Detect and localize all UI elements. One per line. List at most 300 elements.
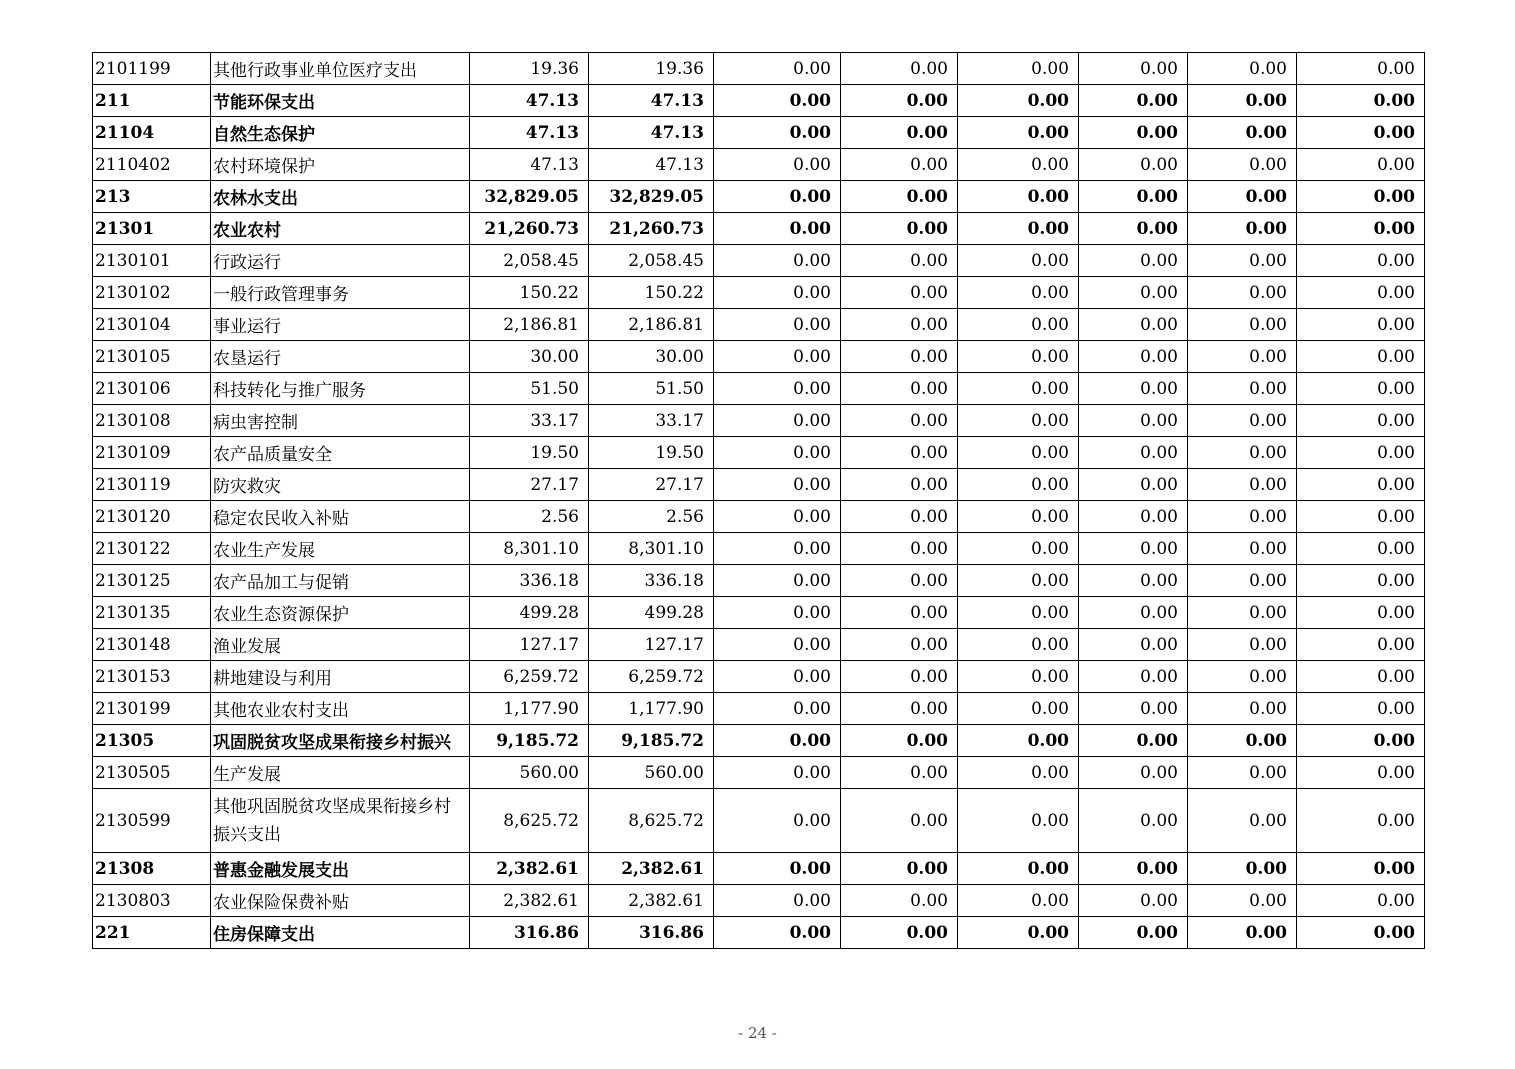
amount-cell: 0.00 bbox=[714, 373, 841, 405]
amount-cell: 8,301.10 bbox=[470, 533, 589, 565]
amount-cell: 0.00 bbox=[1297, 309, 1425, 341]
amount-cell: 47.13 bbox=[470, 85, 589, 117]
amount-cell: 0.00 bbox=[1297, 885, 1425, 917]
amount-cell: 0.00 bbox=[841, 725, 958, 757]
amount-cell: 27.17 bbox=[589, 469, 714, 501]
amount-cell: 0.00 bbox=[958, 789, 1079, 853]
amount-cell: 0.00 bbox=[841, 181, 958, 213]
amount-cell: 0.00 bbox=[1079, 373, 1188, 405]
amount-cell: 47.13 bbox=[470, 117, 589, 149]
subject-code-cell: 21104 bbox=[93, 117, 211, 149]
subject-name-cell: 普惠金融发展支出 bbox=[211, 853, 470, 885]
amount-cell: 0.00 bbox=[841, 213, 958, 245]
amount-cell: 0.00 bbox=[1079, 853, 1188, 885]
amount-cell: 0.00 bbox=[714, 629, 841, 661]
amount-cell: 0.00 bbox=[1188, 917, 1297, 949]
table-row bbox=[93, 693, 1425, 725]
amount-cell: 0.00 bbox=[1079, 181, 1188, 213]
amount-cell: 0.00 bbox=[1297, 725, 1425, 757]
amount-cell: 0.00 bbox=[958, 597, 1079, 629]
amount-cell: 0.00 bbox=[1297, 181, 1425, 213]
page-number: - 24 - bbox=[738, 1024, 777, 1042]
amount-cell: 19.50 bbox=[470, 437, 589, 469]
subject-name-cell: 其他农业农村支出 bbox=[211, 693, 470, 725]
amount-cell: 0.00 bbox=[1079, 661, 1188, 693]
amount-cell: 0.00 bbox=[1079, 629, 1188, 661]
amount-cell: 0.00 bbox=[1188, 533, 1297, 565]
subject-name-cell: 科技转化与推广服务 bbox=[211, 373, 470, 405]
amount-cell: 0.00 bbox=[958, 149, 1079, 181]
amount-cell: 30.00 bbox=[470, 341, 589, 373]
amount-cell: 150.22 bbox=[470, 277, 589, 309]
amount-cell: 6,259.72 bbox=[470, 661, 589, 693]
amount-cell: 0.00 bbox=[714, 85, 841, 117]
amount-cell: 0.00 bbox=[1297, 213, 1425, 245]
subject-name-cell: 生产发展 bbox=[211, 757, 470, 789]
amount-cell: 0.00 bbox=[714, 565, 841, 597]
amount-cell: 19.36 bbox=[589, 53, 714, 85]
subject-code-cell: 2130119 bbox=[93, 469, 211, 501]
amount-cell: 0.00 bbox=[1297, 757, 1425, 789]
subject-code-cell: 2130125 bbox=[93, 565, 211, 597]
subject-code-cell: 2130803 bbox=[93, 885, 211, 917]
subject-code-cell: 2130153 bbox=[93, 661, 211, 693]
amount-cell: 0.00 bbox=[1188, 277, 1297, 309]
table-row bbox=[93, 117, 1425, 149]
amount-cell: 0.00 bbox=[1079, 213, 1188, 245]
amount-cell: 8,625.72 bbox=[589, 789, 714, 853]
amount-cell: 150.22 bbox=[589, 277, 714, 309]
amount-cell: 2,186.81 bbox=[589, 309, 714, 341]
amount-cell: 0.00 bbox=[958, 277, 1079, 309]
amount-cell: 0.00 bbox=[841, 661, 958, 693]
amount-cell: 0.00 bbox=[1079, 597, 1188, 629]
amount-cell: 0.00 bbox=[1297, 85, 1425, 117]
amount-cell: 0.00 bbox=[714, 405, 841, 437]
amount-cell: 0.00 bbox=[1079, 277, 1188, 309]
amount-cell: 0.00 bbox=[958, 437, 1079, 469]
amount-cell: 0.00 bbox=[714, 245, 841, 277]
subject-code-cell: 2130122 bbox=[93, 533, 211, 565]
subject-name-cell: 农业农村 bbox=[211, 213, 470, 245]
amount-cell: 0.00 bbox=[1297, 245, 1425, 277]
amount-cell: 2.56 bbox=[589, 501, 714, 533]
amount-cell: 0.00 bbox=[1297, 117, 1425, 149]
amount-cell: 2,058.45 bbox=[470, 245, 589, 277]
subject-code-cell: 2130108 bbox=[93, 405, 211, 437]
amount-cell: 0.00 bbox=[841, 117, 958, 149]
amount-cell: 47.13 bbox=[589, 149, 714, 181]
amount-cell: 51.50 bbox=[589, 373, 714, 405]
amount-cell: 0.00 bbox=[1188, 501, 1297, 533]
amount-cell: 0.00 bbox=[1297, 373, 1425, 405]
amount-cell: 0.00 bbox=[714, 341, 841, 373]
amount-cell: 0.00 bbox=[1188, 693, 1297, 725]
amount-cell: 0.00 bbox=[958, 341, 1079, 373]
amount-cell: 0.00 bbox=[1188, 789, 1297, 853]
table-row bbox=[93, 437, 1425, 469]
amount-cell: 0.00 bbox=[958, 469, 1079, 501]
amount-cell: 9,185.72 bbox=[470, 725, 589, 757]
amount-cell: 0.00 bbox=[1079, 245, 1188, 277]
table-row bbox=[93, 213, 1425, 245]
amount-cell: 316.86 bbox=[589, 917, 714, 949]
table-row bbox=[93, 181, 1425, 213]
table-row bbox=[93, 149, 1425, 181]
amount-cell: 0.00 bbox=[1079, 693, 1188, 725]
amount-cell: 0.00 bbox=[1188, 181, 1297, 213]
subject-name-cell: 农业生态资源保护 bbox=[211, 597, 470, 629]
amount-cell: 0.00 bbox=[1079, 533, 1188, 565]
amount-cell: 0.00 bbox=[1297, 661, 1425, 693]
amount-cell: 21,260.73 bbox=[589, 213, 714, 245]
amount-cell: 0.00 bbox=[714, 725, 841, 757]
subject-name-cell: 农产品加工与促销 bbox=[211, 565, 470, 597]
amount-cell: 0.00 bbox=[958, 245, 1079, 277]
amount-cell: 0.00 bbox=[714, 789, 841, 853]
amount-cell: 0.00 bbox=[714, 469, 841, 501]
table-row bbox=[93, 757, 1425, 789]
amount-cell: 32,829.05 bbox=[589, 181, 714, 213]
amount-cell: 1,177.90 bbox=[470, 693, 589, 725]
amount-cell: 33.17 bbox=[470, 405, 589, 437]
amount-cell: 0.00 bbox=[841, 533, 958, 565]
amount-cell: 0.00 bbox=[1297, 533, 1425, 565]
amount-cell: 2.56 bbox=[470, 501, 589, 533]
subject-name-cell: 渔业发展 bbox=[211, 629, 470, 661]
amount-cell: 0.00 bbox=[714, 501, 841, 533]
subject-code-cell: 2110402 bbox=[93, 149, 211, 181]
amount-cell: 47.13 bbox=[589, 117, 714, 149]
subject-code-cell: 2130120 bbox=[93, 501, 211, 533]
amount-cell: 0.00 bbox=[958, 373, 1079, 405]
subject-code-cell: 21301 bbox=[93, 213, 211, 245]
amount-cell: 0.00 bbox=[958, 757, 1079, 789]
amount-cell: 0.00 bbox=[1188, 405, 1297, 437]
amount-cell: 0.00 bbox=[1297, 565, 1425, 597]
subject-name-cell: 农林水支出 bbox=[211, 181, 470, 213]
amount-cell: 0.00 bbox=[1188, 597, 1297, 629]
amount-cell: 0.00 bbox=[714, 53, 841, 85]
amount-cell: 51.50 bbox=[470, 373, 589, 405]
subject-name-cell: 防灾救灾 bbox=[211, 469, 470, 501]
amount-cell: 0.00 bbox=[841, 149, 958, 181]
amount-cell: 0.00 bbox=[958, 565, 1079, 597]
amount-cell: 2,382.61 bbox=[589, 885, 714, 917]
amount-cell: 0.00 bbox=[1297, 917, 1425, 949]
subject-name-cell: 耕地建设与利用 bbox=[211, 661, 470, 693]
amount-cell: 0.00 bbox=[1297, 501, 1425, 533]
subject-code-cell: 2130105 bbox=[93, 341, 211, 373]
amount-cell: 1,177.90 bbox=[589, 693, 714, 725]
amount-cell: 0.00 bbox=[958, 309, 1079, 341]
amount-cell: 9,185.72 bbox=[589, 725, 714, 757]
subject-name-cell: 农垦运行 bbox=[211, 341, 470, 373]
subject-code-cell: 211 bbox=[93, 85, 211, 117]
amount-cell: 0.00 bbox=[1188, 245, 1297, 277]
subject-code-cell: 221 bbox=[93, 917, 211, 949]
amount-cell: 0.00 bbox=[714, 277, 841, 309]
amount-cell: 0.00 bbox=[1297, 405, 1425, 437]
table-row bbox=[93, 245, 1425, 277]
subject-name-cell: 其他巩固脱贫攻坚成果衔接乡村振兴支出 bbox=[211, 789, 470, 853]
amount-cell: 336.18 bbox=[589, 565, 714, 597]
table-row bbox=[93, 917, 1425, 949]
table-row bbox=[93, 853, 1425, 885]
amount-cell: 0.00 bbox=[1297, 789, 1425, 853]
table-row bbox=[93, 533, 1425, 565]
amount-cell: 0.00 bbox=[1188, 149, 1297, 181]
subject-code-cell: 2130109 bbox=[93, 437, 211, 469]
amount-cell: 0.00 bbox=[958, 661, 1079, 693]
amount-cell: 0.00 bbox=[958, 181, 1079, 213]
table-row bbox=[93, 405, 1425, 437]
amount-cell: 0.00 bbox=[841, 85, 958, 117]
amount-cell: 0.00 bbox=[958, 693, 1079, 725]
amount-cell: 0.00 bbox=[841, 597, 958, 629]
amount-cell: 6,259.72 bbox=[589, 661, 714, 693]
amount-cell: 0.00 bbox=[714, 885, 841, 917]
amount-cell: 0.00 bbox=[714, 149, 841, 181]
amount-cell: 0.00 bbox=[1188, 629, 1297, 661]
subject-code-cell: 2130104 bbox=[93, 309, 211, 341]
amount-cell: 47.13 bbox=[470, 149, 589, 181]
table-row bbox=[93, 789, 1425, 853]
amount-cell: 32,829.05 bbox=[470, 181, 589, 213]
amount-cell: 0.00 bbox=[714, 757, 841, 789]
amount-cell: 0.00 bbox=[1297, 597, 1425, 629]
amount-cell: 0.00 bbox=[1188, 85, 1297, 117]
subject-code-cell: 21308 bbox=[93, 853, 211, 885]
table-row bbox=[93, 373, 1425, 405]
subject-name-cell: 病虫害控制 bbox=[211, 405, 470, 437]
amount-cell: 0.00 bbox=[1079, 725, 1188, 757]
subject-name-cell: 巩固脱贫攻坚成果衔接乡村振兴 bbox=[211, 725, 470, 757]
amount-cell: 2,058.45 bbox=[589, 245, 714, 277]
amount-cell: 0.00 bbox=[1188, 469, 1297, 501]
amount-cell: 0.00 bbox=[1188, 565, 1297, 597]
amount-cell: 2,186.81 bbox=[470, 309, 589, 341]
amount-cell: 27.17 bbox=[470, 469, 589, 501]
amount-cell: 0.00 bbox=[714, 693, 841, 725]
amount-cell: 0.00 bbox=[1079, 469, 1188, 501]
amount-cell: 0.00 bbox=[958, 533, 1079, 565]
amount-cell: 2,382.61 bbox=[589, 853, 714, 885]
amount-cell: 0.00 bbox=[841, 757, 958, 789]
amount-cell: 0.00 bbox=[1079, 757, 1188, 789]
amount-cell: 0.00 bbox=[958, 213, 1079, 245]
amount-cell: 30.00 bbox=[589, 341, 714, 373]
amount-cell: 0.00 bbox=[1188, 853, 1297, 885]
amount-cell: 0.00 bbox=[714, 597, 841, 629]
amount-cell: 0.00 bbox=[841, 437, 958, 469]
amount-cell: 0.00 bbox=[1079, 85, 1188, 117]
subject-code-cell: 2130599 bbox=[93, 789, 211, 853]
table-row bbox=[93, 661, 1425, 693]
amount-cell: 19.50 bbox=[589, 437, 714, 469]
subject-name-cell: 农村环境保护 bbox=[211, 149, 470, 181]
amount-cell: 33.17 bbox=[589, 405, 714, 437]
amount-cell: 0.00 bbox=[714, 117, 841, 149]
amount-cell: 0.00 bbox=[1297, 277, 1425, 309]
amount-cell: 0.00 bbox=[1297, 629, 1425, 661]
amount-cell: 0.00 bbox=[841, 789, 958, 853]
amount-cell: 0.00 bbox=[1079, 117, 1188, 149]
amount-cell: 0.00 bbox=[841, 565, 958, 597]
subject-code-cell: 213 bbox=[93, 181, 211, 213]
table-row bbox=[93, 725, 1425, 757]
amount-cell: 0.00 bbox=[1188, 309, 1297, 341]
amount-cell: 0.00 bbox=[714, 437, 841, 469]
subject-name-cell: 农业保险保费补贴 bbox=[211, 885, 470, 917]
budget-table bbox=[92, 52, 1425, 949]
amount-cell: 0.00 bbox=[841, 885, 958, 917]
amount-cell: 0.00 bbox=[1079, 341, 1188, 373]
amount-cell: 0.00 bbox=[1188, 53, 1297, 85]
subject-name-cell: 住房保障支出 bbox=[211, 917, 470, 949]
amount-cell: 0.00 bbox=[841, 405, 958, 437]
amount-cell: 0.00 bbox=[1297, 341, 1425, 373]
subject-code-cell: 2130101 bbox=[93, 245, 211, 277]
amount-cell: 2,382.61 bbox=[470, 885, 589, 917]
table-row bbox=[93, 469, 1425, 501]
amount-cell: 0.00 bbox=[1297, 149, 1425, 181]
subject-name-cell: 一般行政管理事务 bbox=[211, 277, 470, 309]
amount-cell: 0.00 bbox=[1188, 885, 1297, 917]
amount-cell: 0.00 bbox=[841, 53, 958, 85]
amount-cell: 0.00 bbox=[958, 53, 1079, 85]
amount-cell: 127.17 bbox=[470, 629, 589, 661]
amount-cell: 0.00 bbox=[958, 917, 1079, 949]
amount-cell: 0.00 bbox=[1297, 469, 1425, 501]
amount-cell: 0.00 bbox=[1079, 149, 1188, 181]
subject-code-cell: 2130135 bbox=[93, 597, 211, 629]
table-body bbox=[93, 53, 1425, 949]
amount-cell: 499.28 bbox=[589, 597, 714, 629]
amount-cell: 0.00 bbox=[1188, 213, 1297, 245]
amount-cell: 0.00 bbox=[1079, 789, 1188, 853]
amount-cell: 0.00 bbox=[958, 725, 1079, 757]
amount-cell: 0.00 bbox=[714, 533, 841, 565]
amount-cell: 0.00 bbox=[714, 213, 841, 245]
amount-cell: 0.00 bbox=[1079, 309, 1188, 341]
amount-cell: 0.00 bbox=[1188, 373, 1297, 405]
amount-cell: 560.00 bbox=[589, 757, 714, 789]
amount-cell: 0.00 bbox=[714, 309, 841, 341]
amount-cell: 0.00 bbox=[1297, 693, 1425, 725]
amount-cell: 316.86 bbox=[470, 917, 589, 949]
subject-name-cell: 稳定农民收入补贴 bbox=[211, 501, 470, 533]
amount-cell: 0.00 bbox=[958, 853, 1079, 885]
amount-cell: 0.00 bbox=[958, 85, 1079, 117]
amount-cell: 336.18 bbox=[470, 565, 589, 597]
amount-cell: 0.00 bbox=[841, 917, 958, 949]
amount-cell: 0.00 bbox=[1188, 341, 1297, 373]
amount-cell: 0.00 bbox=[714, 661, 841, 693]
subject-name-cell: 节能环保支出 bbox=[211, 85, 470, 117]
subject-name-cell: 农业生产发展 bbox=[211, 533, 470, 565]
amount-cell: 560.00 bbox=[470, 757, 589, 789]
amount-cell: 0.00 bbox=[958, 405, 1079, 437]
subject-code-cell: 21305 bbox=[93, 725, 211, 757]
amount-cell: 0.00 bbox=[1079, 437, 1188, 469]
table-row bbox=[93, 309, 1425, 341]
subject-code-cell: 2130102 bbox=[93, 277, 211, 309]
amount-cell: 0.00 bbox=[1188, 437, 1297, 469]
amount-cell: 0.00 bbox=[958, 885, 1079, 917]
table-row bbox=[93, 885, 1425, 917]
table-row bbox=[93, 277, 1425, 309]
amount-cell: 0.00 bbox=[1079, 53, 1188, 85]
table-row bbox=[93, 629, 1425, 661]
amount-cell: 0.00 bbox=[714, 853, 841, 885]
amount-cell: 0.00 bbox=[714, 181, 841, 213]
amount-cell: 0.00 bbox=[841, 277, 958, 309]
amount-cell: 0.00 bbox=[841, 853, 958, 885]
table-row bbox=[93, 85, 1425, 117]
amount-cell: 0.00 bbox=[958, 501, 1079, 533]
amount-cell: 0.00 bbox=[1079, 405, 1188, 437]
amount-cell: 8,625.72 bbox=[470, 789, 589, 853]
amount-cell: 0.00 bbox=[1188, 117, 1297, 149]
table-row bbox=[93, 501, 1425, 533]
amount-cell: 0.00 bbox=[841, 501, 958, 533]
table-row bbox=[93, 597, 1425, 629]
amount-cell: 0.00 bbox=[841, 309, 958, 341]
amount-cell: 0.00 bbox=[1188, 757, 1297, 789]
amount-cell: 2,382.61 bbox=[470, 853, 589, 885]
table-row bbox=[93, 565, 1425, 597]
amount-cell: 47.13 bbox=[589, 85, 714, 117]
amount-cell: 499.28 bbox=[470, 597, 589, 629]
subject-code-cell: 2130199 bbox=[93, 693, 211, 725]
subject-code-cell: 2130148 bbox=[93, 629, 211, 661]
table-row bbox=[93, 341, 1425, 373]
amount-cell: 0.00 bbox=[841, 373, 958, 405]
subject-name-cell: 其他行政事业单位医疗支出 bbox=[211, 53, 470, 85]
amount-cell: 0.00 bbox=[841, 245, 958, 277]
amount-cell: 0.00 bbox=[1297, 437, 1425, 469]
amount-cell: 0.00 bbox=[1188, 725, 1297, 757]
amount-cell: 0.00 bbox=[1079, 501, 1188, 533]
amount-cell: 0.00 bbox=[1079, 917, 1188, 949]
subject-name-cell: 自然生态保护 bbox=[211, 117, 470, 149]
amount-cell: 0.00 bbox=[1188, 661, 1297, 693]
amount-cell: 19.36 bbox=[470, 53, 589, 85]
amount-cell: 0.00 bbox=[958, 117, 1079, 149]
subject-name-cell: 农产品质量安全 bbox=[211, 437, 470, 469]
amount-cell: 0.00 bbox=[1079, 565, 1188, 597]
amount-cell: 0.00 bbox=[841, 341, 958, 373]
subject-code-cell: 2130505 bbox=[93, 757, 211, 789]
amount-cell: 0.00 bbox=[1297, 53, 1425, 85]
amount-cell: 21,260.73 bbox=[470, 213, 589, 245]
table-row bbox=[93, 53, 1425, 85]
amount-cell: 0.00 bbox=[958, 629, 1079, 661]
amount-cell: 127.17 bbox=[589, 629, 714, 661]
subject-code-cell: 2130106 bbox=[93, 373, 211, 405]
subject-name-cell: 行政运行 bbox=[211, 245, 470, 277]
amount-cell: 0.00 bbox=[841, 693, 958, 725]
amount-cell: 0.00 bbox=[1079, 885, 1188, 917]
amount-cell: 0.00 bbox=[841, 469, 958, 501]
amount-cell: 0.00 bbox=[1297, 853, 1425, 885]
amount-cell: 0.00 bbox=[841, 629, 958, 661]
subject-name-cell: 事业运行 bbox=[211, 309, 470, 341]
amount-cell: 0.00 bbox=[714, 917, 841, 949]
subject-code-cell: 2101199 bbox=[93, 53, 211, 85]
amount-cell: 8,301.10 bbox=[589, 533, 714, 565]
